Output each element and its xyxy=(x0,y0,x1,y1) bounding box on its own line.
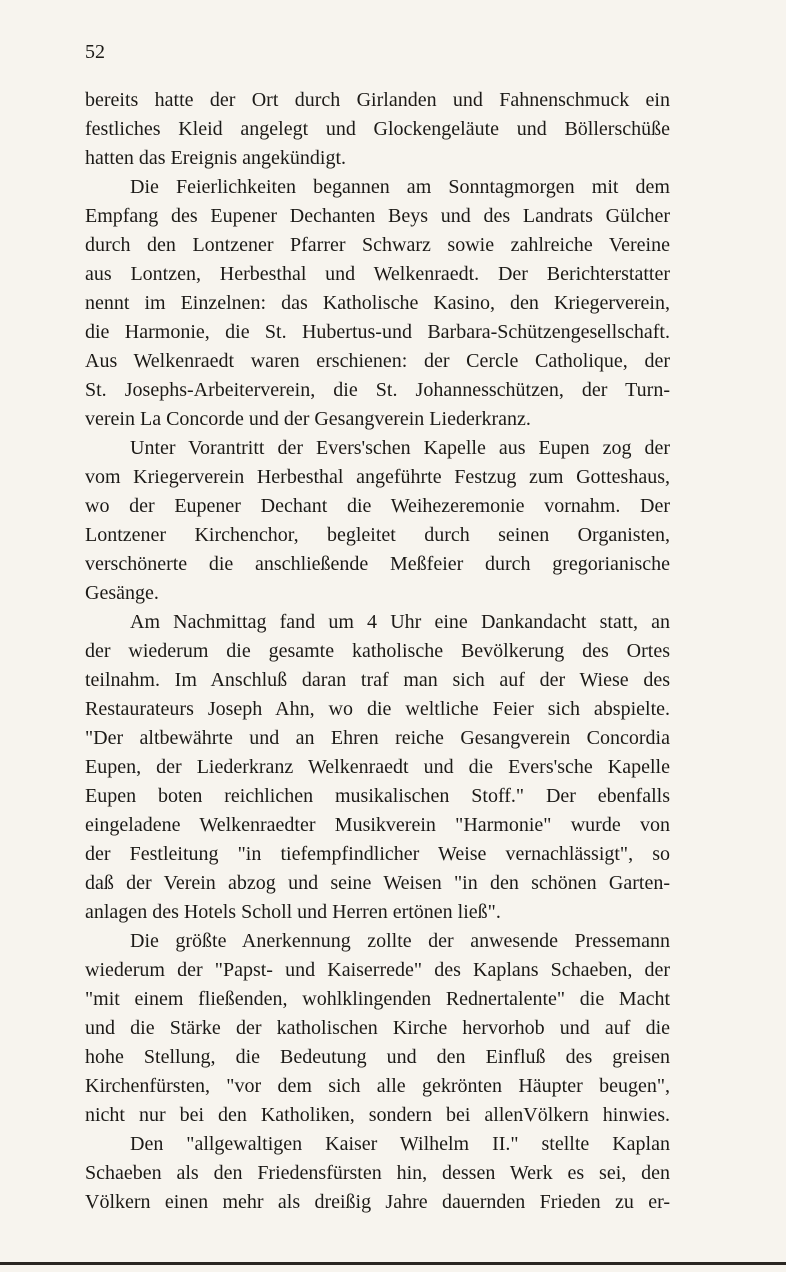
text-line: durch den Lontzener Pfarrer Schwarz sowie zahlreiche Vereine xyxy=(85,234,670,256)
text-line: der wiederum die gesamte katholische Bevölkerung des Ortes xyxy=(85,640,670,662)
text-line: "Der altbewährte und an Ehren reiche Gesangverein Concordia xyxy=(85,727,670,749)
text-line: anlagen des Hotels Scholl und Herren ertönen ließ". xyxy=(85,901,501,923)
text-line: "mit einem fließenden, wohlklingenden Rednertalente" die Macht xyxy=(85,988,670,1010)
text-line: Die Feierlichkeiten begannen am Sonntagmorgen mit dem xyxy=(130,176,670,198)
text-line: der Festleitung "in tiefempfindlicher Weise vernachlässigt", so xyxy=(85,843,670,865)
text-line: verein La Concorde und der Gesangverein Liederkranz. xyxy=(85,408,531,430)
text-line: Restaurateurs Joseph Ahn, wo die weltliche Feier sich abspielte. xyxy=(85,698,670,720)
text-line: Unter Vorantritt der Evers'schen Kapelle aus Eupen zog der xyxy=(130,437,670,459)
text-line: die Harmonie, die St. Hubertus-und Barbara-Schützengesellschaft. xyxy=(85,321,670,343)
text-line: wo der Eupener Dechant die Weihezeremonie vornahm. Der xyxy=(85,495,670,517)
text-line: Empfang des Eupener Dechanten Beys und des Landrats Gülcher xyxy=(85,205,670,227)
text-line: bereits hatte der Ort durch Girlanden und Fahnenschmuck ein xyxy=(85,89,670,111)
text-line: eingeladene Welkenraedter Musikverein "Harmonie" wurde von xyxy=(85,814,670,836)
text-line: Gesänge. xyxy=(85,582,159,604)
text-line: Kirchenfürsten, "vor dem sich alle gekrönten Häupter beugen", xyxy=(85,1075,670,1097)
page-bottom-rule xyxy=(0,1262,786,1265)
text-line: wiederum der "Papst- und Kaiserrede" des Kaplans Schaeben, der xyxy=(85,959,670,981)
text-line: Aus Welkenraedt waren erschienen: der Cercle Catholique, der xyxy=(85,350,670,372)
body-text xyxy=(85,86,670,1217)
text-line: St. Josephs-Arbeiterverein, die St. Johannesschützen, der Turn- xyxy=(85,379,670,401)
text-line: Die größte Anerkennung zollte der anwesende Pressemann xyxy=(130,930,670,952)
text-line: verschönerte die anschließende Meßfeier durch gregorianische xyxy=(85,553,670,575)
text-line: aus Lontzen, Herbesthal und Welkenraedt. Der Berichterstatter xyxy=(85,263,670,285)
text-line: Schaeben als den Friedensfürsten hin, dessen Werk es sei, den xyxy=(85,1162,670,1184)
text-line: hatten das Ereignis angekündigt. xyxy=(85,147,347,169)
text-line: vom Kriegerverein Herbesthal angeführte Festzug zum Gotteshaus, xyxy=(85,466,670,488)
text-line: und die Stärke der katholischen Kirche hervorhob und auf die xyxy=(85,1017,670,1039)
text-line: nennt im Einzelnen: das Katholische Kasino, den Kriegerverein, xyxy=(85,292,670,314)
text-line: Am Nachmittag fand um 4 Uhr eine Dankandacht statt, an xyxy=(130,611,670,633)
text-line: daß der Verein abzog und seine Weisen "in den schönen Garten- xyxy=(85,872,670,894)
text-line: Völkern einen mehr als dreißig Jahre dauernden Frieden zu er- xyxy=(85,1191,670,1213)
text-line: Lontzener Kirchenchor, begleitet durch seinen Organisten, xyxy=(85,524,670,546)
text-line: teilnahm. Im Anschluß daran traf man sich auf der Wiese des xyxy=(85,669,670,691)
text-line: nicht nur bei den Katholiken, sondern bei allenVölkern hinwies. xyxy=(85,1104,670,1126)
text-line: Eupen, der Liederkranz Welkenraedt und die Evers'sche Kapelle xyxy=(85,756,670,778)
text-line: festliches Kleid angelegt und Glockengeläute und Böllerschüße xyxy=(85,118,670,140)
text-line: Eupen boten reichlichen musikalischen Stoff." Der ebenfalls xyxy=(85,785,670,807)
page-number: 52 xyxy=(85,41,105,63)
text-line: hohe Stellung, die Bedeutung und den Einfluß des greisen xyxy=(85,1046,670,1068)
text-line: Den "allgewaltigen Kaiser Wilhelm II." stellte Kaplan xyxy=(130,1133,670,1155)
